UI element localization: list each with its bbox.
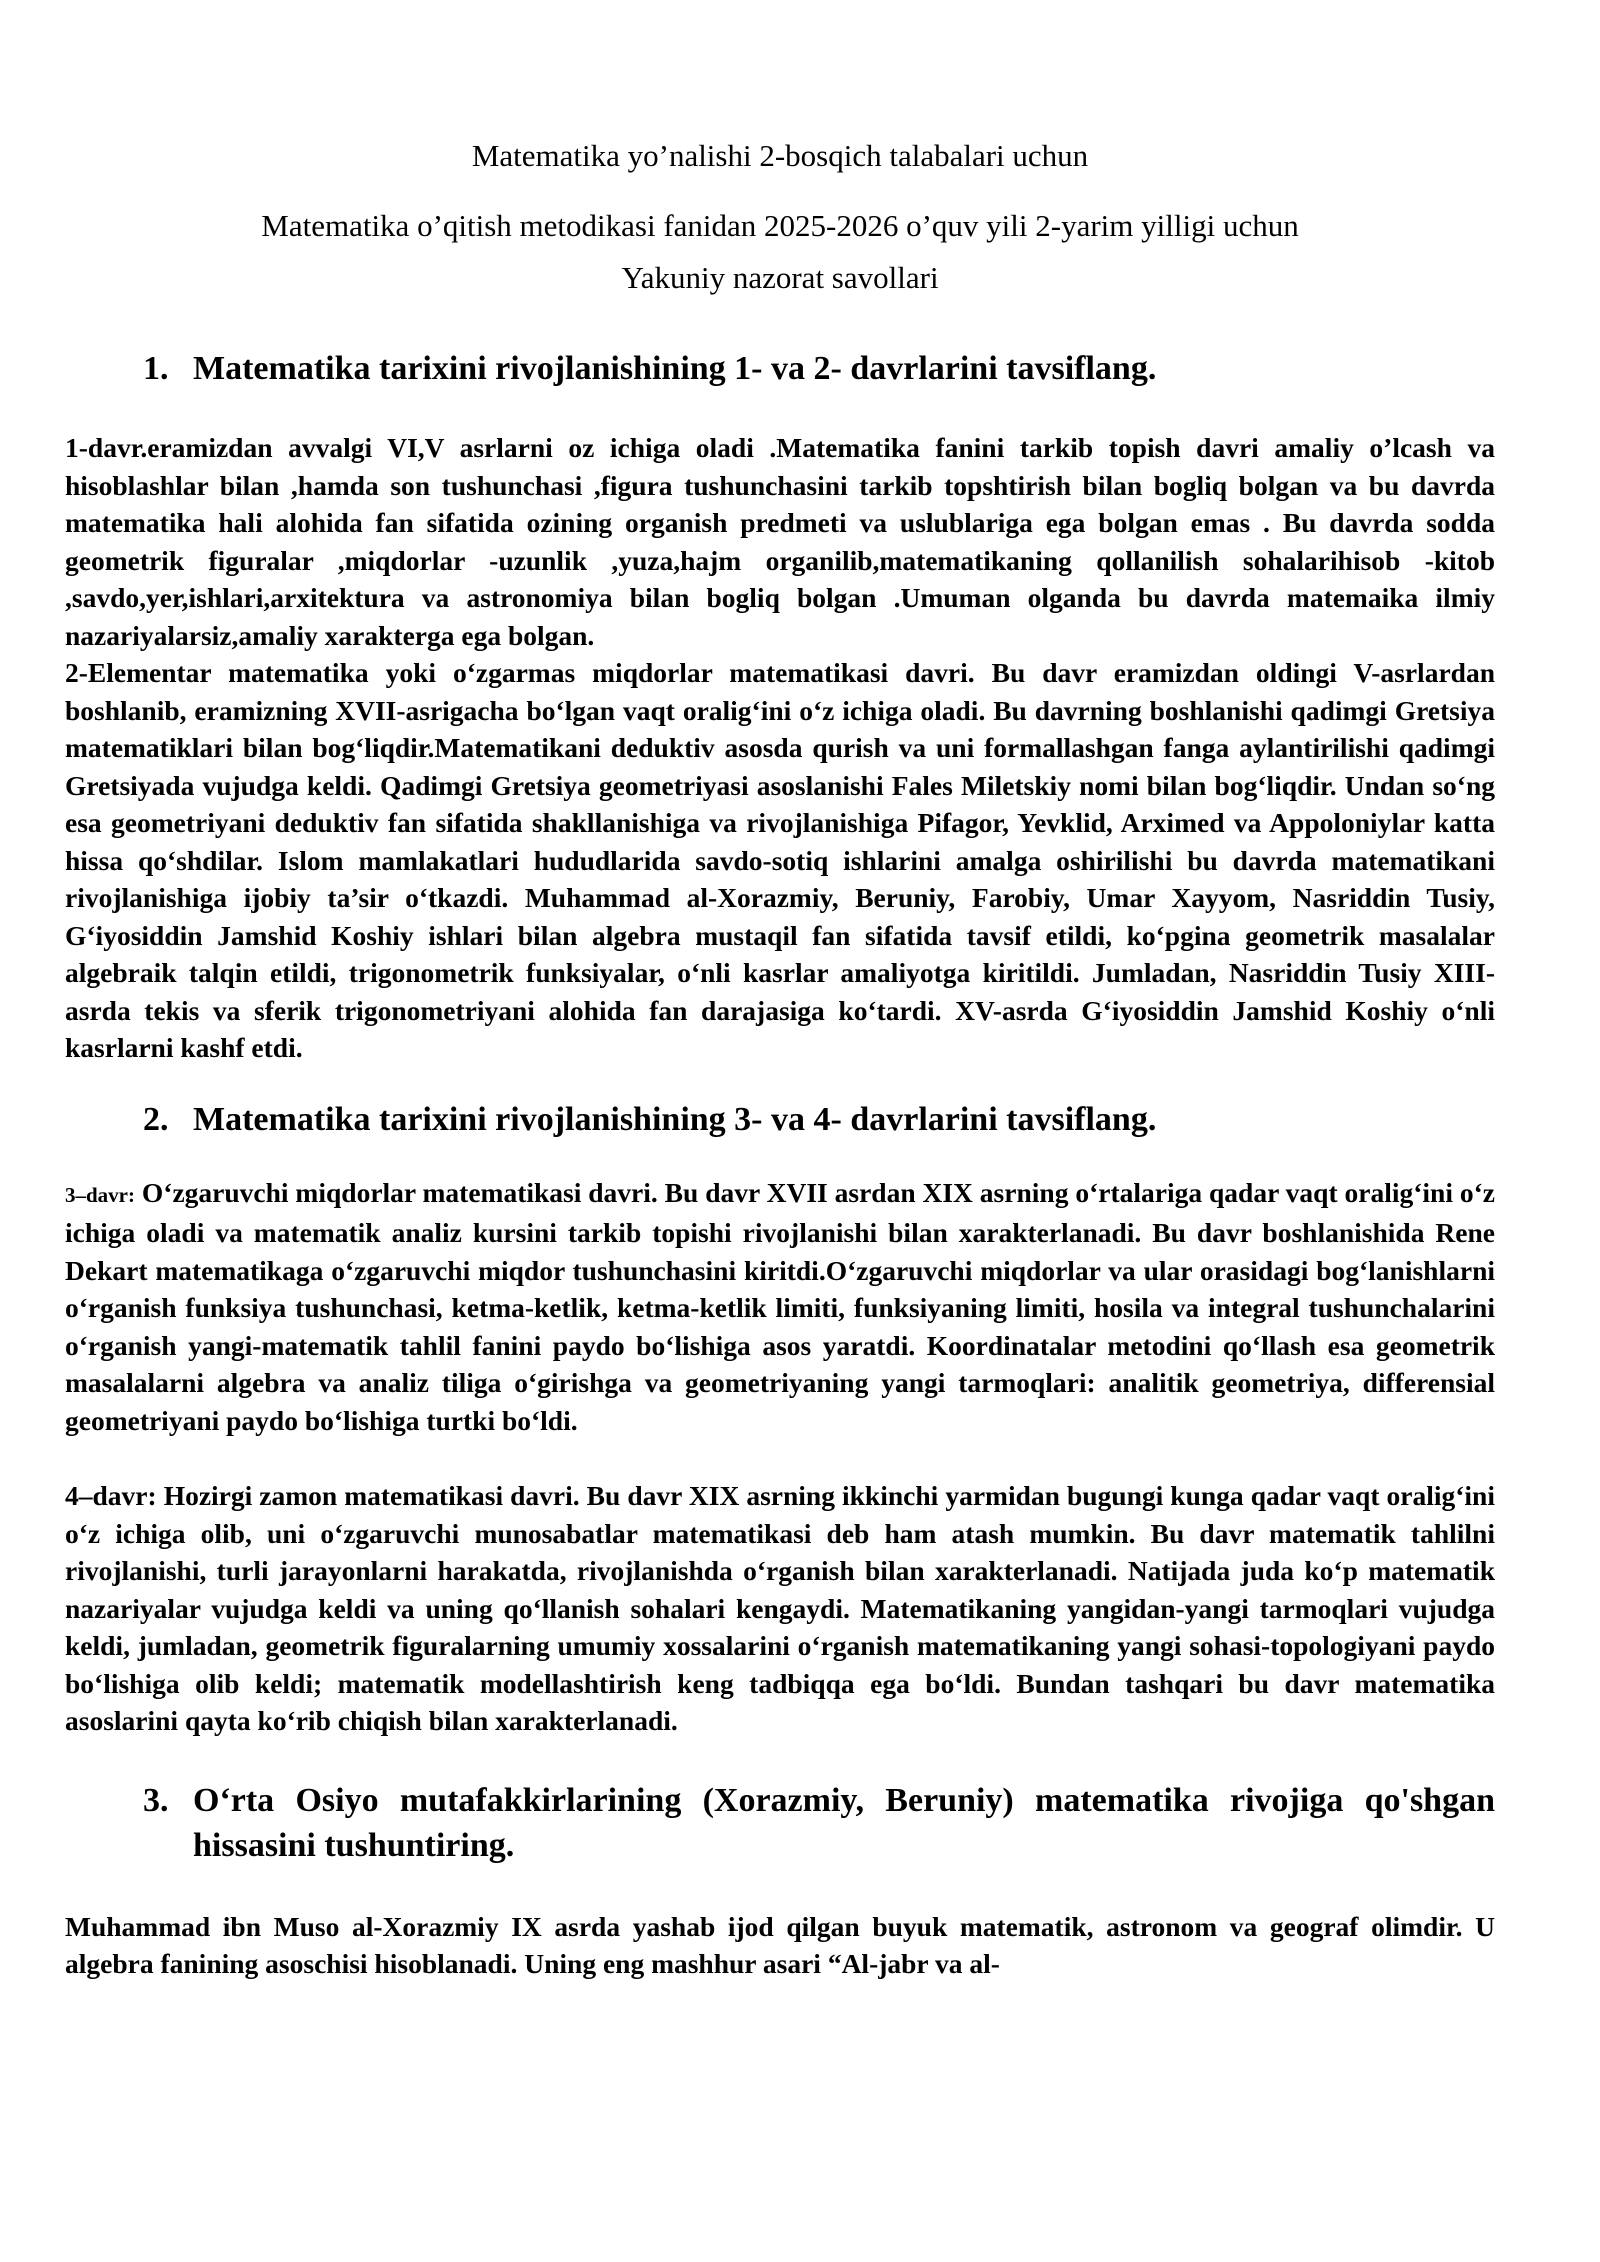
question-title: O‘rta Osiyo mutafakkirlarining (Xorazmiy, Beruniy) matematika rivojiga qo'shgan hissasini tushuntiring. [193, 1781, 1495, 1864]
period-label: 3–davr: [65, 1182, 135, 1207]
question-title: Matematika tarixini rivojlanishining 1- va 2- davrlarini tavsiflang. [193, 350, 1157, 387]
question-title: Matematika tarixini rivojlanishining 3- va 4- davrlarini tavsiflang. [193, 1100, 1157, 1138]
question-number: 2. [143, 1100, 169, 1138]
answer-paragraph: 4–davr: Hozirgi zamon matematikasi davri. Bu davr XIX asrning ikkinchi yarmidan bugungi kunga qadar vaqt oralig‘ini o‘z ichiga olib, uni o‘zgaruvchi munosabatlar matematikasi deb ham atash mumkin. Bu davr matematik tahlilni rivojlanishi, turli jarayonlarni harakatda, rivojlanishda o‘rganish bilan xarakterlanadi. Natijada juda ko‘p matematik nazariyalar vujudga keldi va uning qo‘llanish sohalari kengaydi. Matematikaning yangidan-yangi tarmoqlari vujudga keldi, jumladan, geometrik figuralarning umumiy xossalarini o‘rganish matematikaning yangi sohasi-topologiyani paydo bo‘lishiga olib keldi; matematik modellashtirish keng tadbiqqa ega bo‘ldi. Bundan tashqari bu davr matematika asoslarini qayta ko‘rib chiqish bilan xarakterlanadi. [65, 1480, 1495, 1736]
paragraph-text: O‘zgaruvchi miqdorlar matematikasi davri. Bu davr XVII asrdan XIX asrning o‘rtalariga qadar vaqt oralig‘ini o‘z ichiga oladi va matematik analiz kursini tarkib topishi rivojlanishi bilan xarakterlanadi. Bu davr boshlanishida Rene Dekart matematikaga o‘zgaruvchi miqdor tushunchasini kiritdi.O‘zgaruvchi miqdorlar va ular orasidagi bog‘lanishlarni o‘rganish funksiya tushunchasi, ketma-ketlik, ketma-ketlik limiti, funksiyaning limiti, hosila va integral tushunchalarini o‘rganish yangi-matematik tahlil fanini paydo bo‘lishiga asos yaratdi. Koordinatalar metodini qo‘llash esa geometrik masalalarni algebra va analiz tiliga o‘girishga va geometriyaning yangi tarmoqlari: analitik geometriya, differensial geometriyani paydo bo‘lishiga turtki bo‘ldi. [65, 1176, 1495, 1436]
header-line-2: Matematika o’qitish metodikasi fanidan 2025-2026 o’quv yili 2-yarim yilligi uchun [261, 208, 1299, 243]
header-line-1: Matematika yo’nalishi 2-bosqich talabalari uchun [471, 138, 1089, 173]
answer-paragraph: Muhammad ibn Muso al-Xorazmiy IX asrda yashab ijod qilgan buyuk matematik, astronom va geograf olimdir. U algebra fanining asoschisi hisoblanadi. Uning eng mashhur asari “Al-jabr va al- [65, 1910, 1495, 1979]
header-line-3: Yakuniy nazorat savollari [621, 260, 939, 295]
question-3-heading [143, 1778, 1495, 1868]
answer-paragraph: 2-Elementar matematika yoki o‘zgarmas miqdorlar matematikasi davri. Bu davr eramizdan oldingi V-asrlardan boshlanib, eramizning XVII-asrigacha bo‘lgan vaqt oralig‘ini o‘z ichiga oladi. Bu davrning boshlanishi qadimgi Gretsiya matematiklari bilan bog‘liqdir.Matematikani deduktiv asosda qurish va uni formallashgan fanga aylantirilishi qadimgi Gretsiyada vujudga keldi. Qadimgi Gretsiya geometriyasi asoslanishi Fales Miletskiy nomi bilan bog‘liqdir. Undan so‘ng esa geometriyani deduktiv fan sifatida shakllanishiga va rivojlanishiga Pifagor, Yevklid, Arximed va Appoloniylar katta hissa qo‘shdilar. Islom mamlakatlari hududlarida savdo-sotiq ishlarini amalga oshirilishi bu davrda matematikani rivojlanishiga ijobiy ta’sir o‘tkazdi. Muhammad al-Xorazmiy, Beruniy, Farobiy, Umar Xayyom, Nasriddin Tusiy, G‘iyosiddin Jamshid Koshiy ishlari bilan algebra mustaqil fan sifatida tavsif etildi, ko‘pgina geometrik masalalar algebraik talqin etildi, trigonometrik funksiyalar, o‘nli kasrlar amaliyotga kiritildi. Jumladan, Nasriddin Tusiy XIII-asrda tekis va sferik trigonometriyani alohida fan darajasiga ko‘tardi. XV-asrda G‘iyosiddin Jamshid Koshiy o‘nli kasrlarni kashf etdi. [65, 657, 1495, 1063]
question-2-heading [143, 1097, 1495, 1142]
question-1-heading [143, 346, 1495, 391]
answer-paragraph [65, 1174, 1495, 1440]
answer-paragraph: 1-davr.eramizdan avvalgi VI,V asrlarni oz ichiga oladi .Matematika fanini tarkib topish davri amaliy o’lcash va hisoblashlar bilan ,hamda son tushunchasi ,figura tushunchasini tarkib topshtirish bilan bogliq bolgan va bu davrda matematika hali alohida fan sifatida ozining organish predmeti va uslublariga ega bolgan emas . Bu davrda sodda geometrik figuralar ,miqdorlar -uzunlik ,yuza,hajm organilib,matematikaning qollanilish sohalarihisob -kitob ,savdo,yer,ishlari,arxitektura va astronomiya bilan bogliq bolgan .Umuman olganda bu davrda matemaika ilmiy nazariyalarsiz,amaliy xarakterga ega bolgan. [65, 432, 1495, 651]
document-page [65, 0, 1495, 1983]
question-number: 3. [143, 1781, 169, 1819]
question-number: 1. [143, 350, 169, 387]
